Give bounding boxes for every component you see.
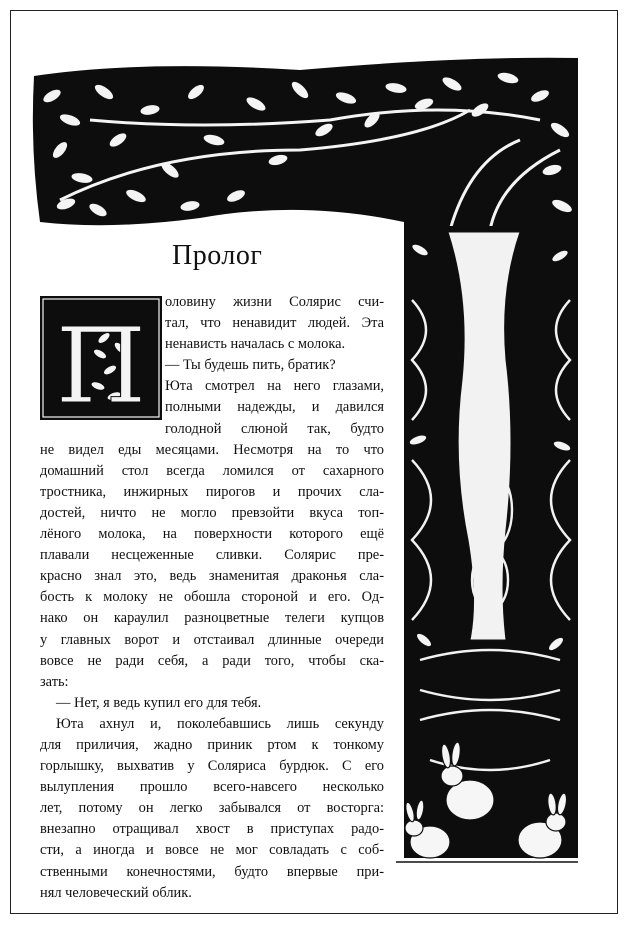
- drop-cap-letter: П: [55, 305, 147, 420]
- text-line: полными надежды, и давился: [165, 399, 384, 416]
- text-line: бость к молоку не обошла стороной и его. Од-: [40, 589, 384, 606]
- text-line: вылупления прошло всего-навсего несколько: [40, 779, 384, 796]
- text-line: Юта смотрел на него глазами,: [165, 378, 384, 395]
- text-line: — Ты будешь пить, братик?: [165, 357, 336, 374]
- text-line: нако он караулил разноцветные телеги купцов: [40, 610, 384, 627]
- tree-column: [404, 226, 578, 858]
- text-line: плавали несцеженные сливки. Солярис пре-: [40, 547, 384, 564]
- text-line: для приличия, жадно приник ртом к тонкому: [40, 736, 384, 753]
- text-line: — Нет, я ведь купил его для тебя.: [56, 694, 262, 711]
- chapter-title: Пролог: [172, 240, 263, 271]
- text-line: оловину жизни Солярис счи-: [165, 294, 384, 310]
- text-line: у главных ворот и отстаивал длинные очереди: [40, 631, 384, 648]
- text-line: голодной слюной так, будто: [165, 420, 384, 437]
- text-line: тростника, инжирных пирогов и прочих сла-: [40, 483, 384, 500]
- text-line: вовсе не ради себя, а ради того, чтобы ска-: [40, 652, 384, 669]
- text-line: нял человеческий облик.: [40, 884, 192, 901]
- text-line: Юта ахнул и, поколебавшись лишь секунду: [56, 715, 384, 732]
- text-line: внезапно отращивал хвост в приступах радо-: [40, 821, 384, 838]
- body-text: [40, 292, 384, 904]
- text-line: домашний стол всегда ломился от сахарного: [40, 462, 384, 479]
- leafy-arch: [33, 58, 578, 232]
- text-line: сти, а иногда и вовсе не мог совладать с соб-: [40, 842, 384, 859]
- text-line: лёного молока, на поверхности которого ещё: [40, 526, 384, 543]
- text-line: горлышку, выхватив у Соляриса бурдюк. С его: [40, 758, 384, 775]
- text-line: не видел еды месяцами. Несмотря на то что: [40, 441, 384, 458]
- text-line: лет, потому он легко забывался от восторга:: [40, 800, 384, 817]
- text-line: ненависть началась с молока.: [165, 336, 346, 353]
- text-line: тал, что ненавидит людей. Эта: [165, 315, 384, 332]
- text-line: достей, ничто не могло превзойти вкуса топ-: [40, 504, 384, 521]
- text-line: зать:: [40, 673, 69, 690]
- text-line: красно знал это, ведь знаменитая драконья сла-: [40, 568, 384, 585]
- text-line: ственными конечностями, будто впервые при-: [40, 863, 384, 880]
